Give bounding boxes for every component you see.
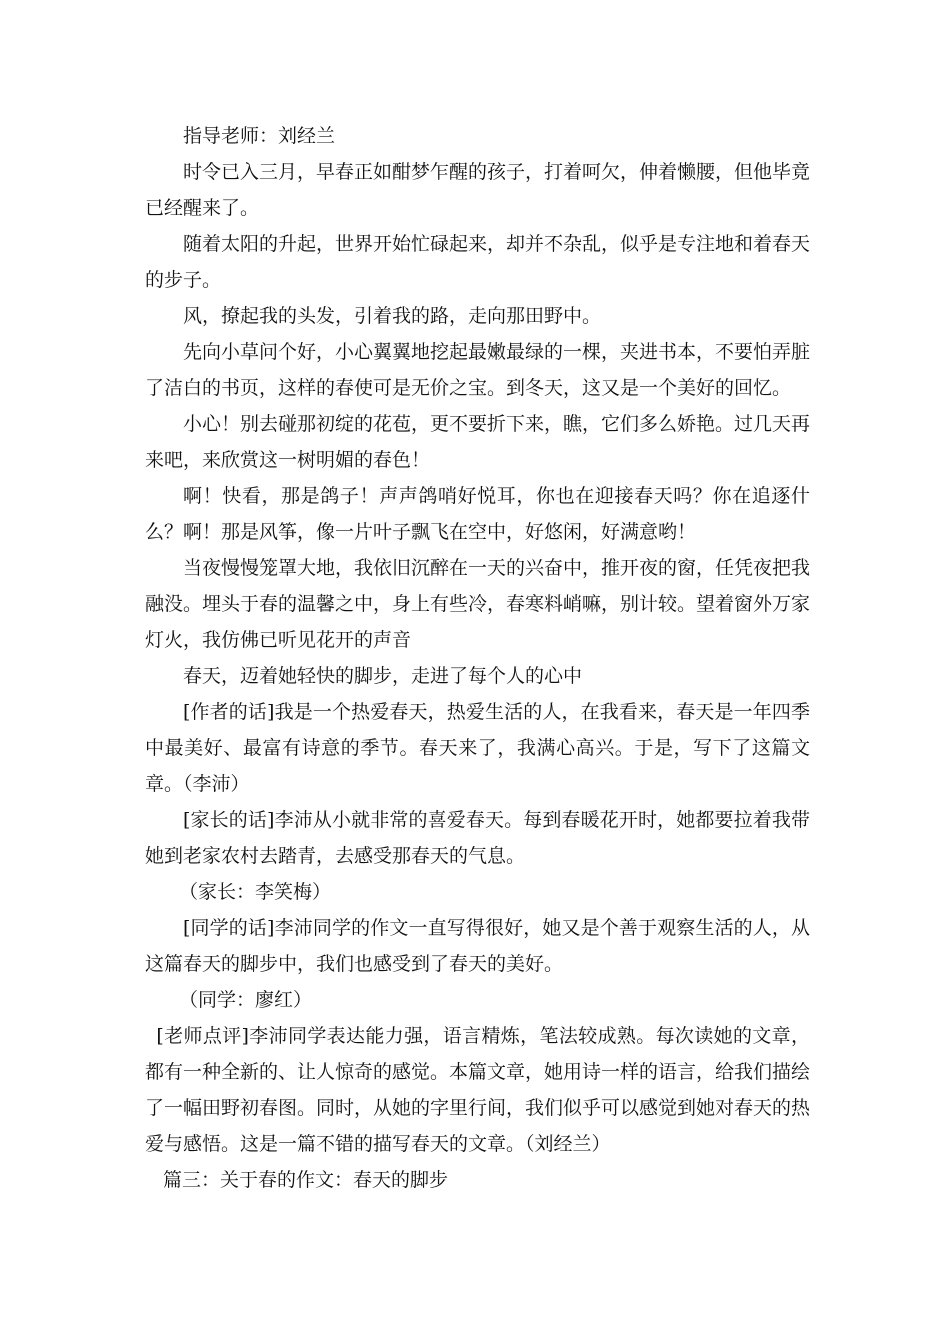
paragraph-5: 小心！别去碰那初绽的花苞，更不要折下来，瞧，它们多么娇艳。过几天再来吧，来欣赏这一树明媚的春色！ — [145, 413, 811, 471]
paragraph-7: 当夜慢慢笼罩大地，我依旧沉醉在一天的兴奋中，推开夜的窗，任凭夜把我融没。埋头于春的温馨之中，身上有些冷，春寒料峭嘛，别计较。望着窗外万家灯火，我仿佛已听见花开的声音 — [145, 557, 811, 651]
paragraph-6: 啊！快看，那是鸽子！声声鸽哨好悦耳，你也在迎接春天吗？你在追逐什么？啊！那是风筝，像一片叶子飘飞在空中，好悠闲，好满意哟！ — [145, 485, 810, 543]
paragraph-4: 先向小草问个好，小心翼翼地挖起最嫩最绿的一棵，夹进书本，不要怕弄脏了洁白的书页，这样的春使可是无价之宝。到冬天，这又是一个美好的回忆。 — [145, 341, 811, 399]
classmate-note: [同学的话]李沛同学的作文一直写得很好，她又是个善于观察生活的人，从这篇春天的脚步中，我们也感受到了春天的美好。 — [145, 917, 810, 975]
classmate-signature: （同学：廖红） — [179, 989, 313, 1011]
paragraph-1: 时令已入三月，早春正如酣梦乍醒的孩子，打着呵欠，伸着懒腰，但他毕竟已经醒来了。 — [145, 161, 811, 219]
next-article-heading: 篇三：关于春的作文：春天的脚步 — [163, 1169, 449, 1191]
parent-signature: （家长：李笑梅） — [179, 881, 332, 903]
paragraph-2: 随着太阳的升起，世界开始忙碌起来，却并不杂乱，似乎是专注地和着春天的步子。 — [145, 233, 811, 291]
paragraph-3: 风，撩起我的头发，引着我的路，走向那田野中。 — [183, 305, 602, 327]
document-page — [145, 118, 810, 1198]
author-note: [作者的话]我是一个热爱春天，热爱生活的人，在我看来，春天是一年四季中最美好、最富有诗意的季节。春天来了，我满心高兴。于是，写下了这篇文章。（李沛） — [145, 701, 810, 795]
parent-note: [家长的话]李沛从小就非常的喜爱春天。每到春暖花开时，她都要拉着我带她到老家农村去踏青，去感受那春天的气息。 — [145, 809, 810, 867]
teacher-comment: [老师点评]李沛同学表达能力强，语言精炼，笔法较成熟。每次读她的文章，都有一种全新的、让人惊奇的感觉。本篇文章，她用诗一样的语言，给我们描绘了一幅田野初春图。同时，从她的字里行间，我们似乎可以感觉到她对春天的热爱与感悟。这是一篇不错的描写春天的文章。（刘经兰） — [145, 1025, 811, 1155]
supervisor-line: 指导老师：刘经兰 — [183, 125, 336, 147]
paragraph-8: 春天，迈着她轻快的脚步，走进了每个人的心中 — [183, 665, 583, 687]
